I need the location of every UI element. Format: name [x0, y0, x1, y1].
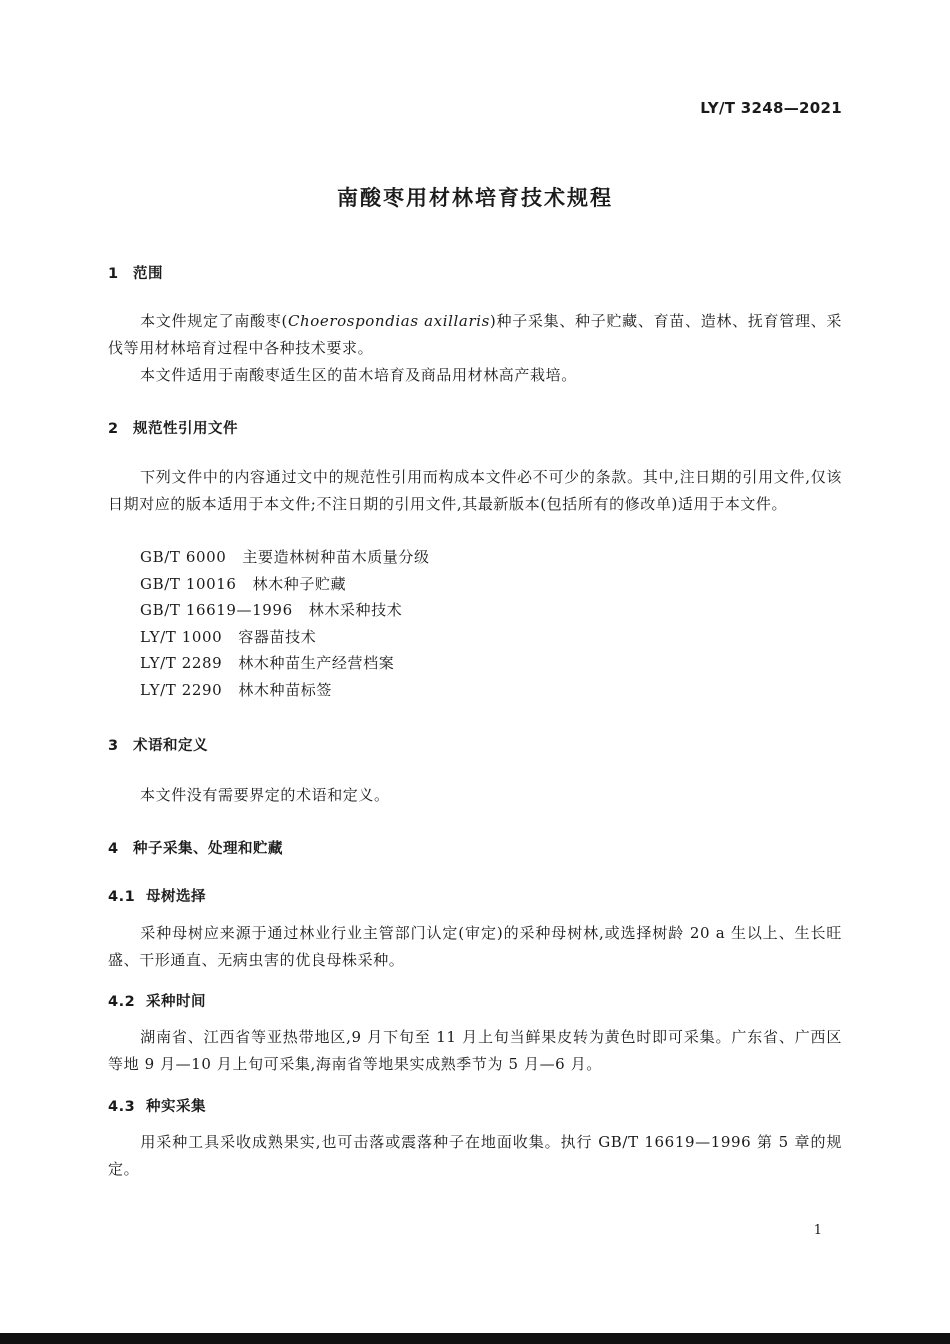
section-1-heading [108, 262, 163, 283]
reference-item [140, 597, 430, 624]
page-number: 1 [813, 1223, 822, 1238]
subsection-4-1-heading [108, 885, 206, 906]
section-4-heading [108, 837, 283, 858]
section-number: 4 [108, 841, 119, 857]
reference-title: 林木种苗生产经营档案 [238, 654, 395, 673]
subsection-title: 种实采集 [146, 1099, 206, 1115]
scope-paragraph-2: 本文件适用于南酸枣适生区的苗木培育及商品用材林高产栽培。 [140, 366, 577, 384]
reference-item [140, 677, 430, 704]
section-title: 规范性引用文件 [133, 421, 238, 437]
subsection-title: 采种时间 [146, 994, 206, 1010]
section-title: 范围 [133, 266, 163, 282]
harvest-time-paragraph: 湖南省、江西省等亚热带地区,9 月下旬至 11 月上旬当鲜果皮转为黄色时即可采集。广东省、广西区等地 9 月—10 月上旬可采集,海南省等地果实成熟季节为 5 月—6 月。 [108, 1028, 842, 1073]
section-title: 种子采集、处理和贮藏 [133, 841, 283, 857]
bottom-border [0, 1333, 950, 1344]
section-number: 2 [108, 421, 119, 437]
reference-list [140, 544, 430, 704]
reference-item [140, 544, 430, 571]
subsection-number: 4.3 [108, 1099, 136, 1115]
reference-code: GB/T 16619—1996 [140, 601, 293, 620]
reference-item [140, 571, 430, 598]
reference-code: LY/T 2290 [140, 680, 223, 699]
scope-paragraph-1: 本文件规定了南酸枣(Choerospondias axillaris)种子采集、种子贮藏、育苗、造林、抚育管理、采伐等用材林培育过程中各种技术要求。 [108, 312, 842, 357]
subsection-4-3-heading [108, 1095, 206, 1116]
section-title: 术语和定义 [133, 738, 208, 754]
terms-paragraph: 本文件没有需要界定的术语和定义。 [140, 786, 390, 804]
reference-code: GB/T 6000 [140, 548, 227, 566]
mother-tree-paragraph: 采种母树应来源于通过林业行业主管部门认定(审定)的采种母树林,或选择树龄 20 a 生以上、生长旺盛、干形通直、无病虫害的优良母株采种。 [108, 924, 842, 969]
standard-code: LY/T 3248—2021 [700, 99, 842, 117]
subsection-number: 4.1 [108, 889, 136, 905]
section-2-heading [108, 417, 238, 438]
reference-code: GB/T 10016 [140, 574, 237, 593]
section-number: 3 [108, 738, 119, 754]
subsection-number: 4.2 [108, 994, 136, 1010]
reference-title: 林木种子贮藏 [252, 574, 347, 593]
reference-item [140, 650, 430, 677]
fruit-collection-paragraph: 用采种工具采收成熟果实,也可击落或震落种子在地面收集。执行 GB/T 16619—1996 第 5 章的规定。 [108, 1133, 842, 1178]
normative-references-paragraph: 下列文件中的内容通过文中的规范性引用而构成本文件必不可少的条款。其中,注日期的引用文件,仅该日期对应的版本适用于本文件;不注日期的引用文件,其最新版本(包括所有的修改单)适用于本文件。 [108, 468, 842, 513]
subsection-title: 母树选择 [146, 889, 206, 905]
section-number: 1 [108, 266, 119, 282]
subsection-4-2-heading [108, 990, 206, 1011]
reference-title: 容器苗技术 [238, 627, 317, 646]
reference-code: LY/T 1000 [140, 627, 223, 646]
document-title: 南酸枣用材林培育技术规程 [337, 186, 613, 210]
reference-title: 林木采种技术 [308, 601, 403, 620]
section-3-heading [108, 734, 208, 755]
reference-title: 主要造林树种苗木质量分级 [242, 548, 430, 566]
latin-species-name: Choerospondias axillaris [287, 312, 490, 330]
reference-item [140, 624, 430, 651]
reference-code: LY/T 2289 [140, 654, 223, 673]
reference-title: 林木种苗标签 [238, 680, 332, 699]
